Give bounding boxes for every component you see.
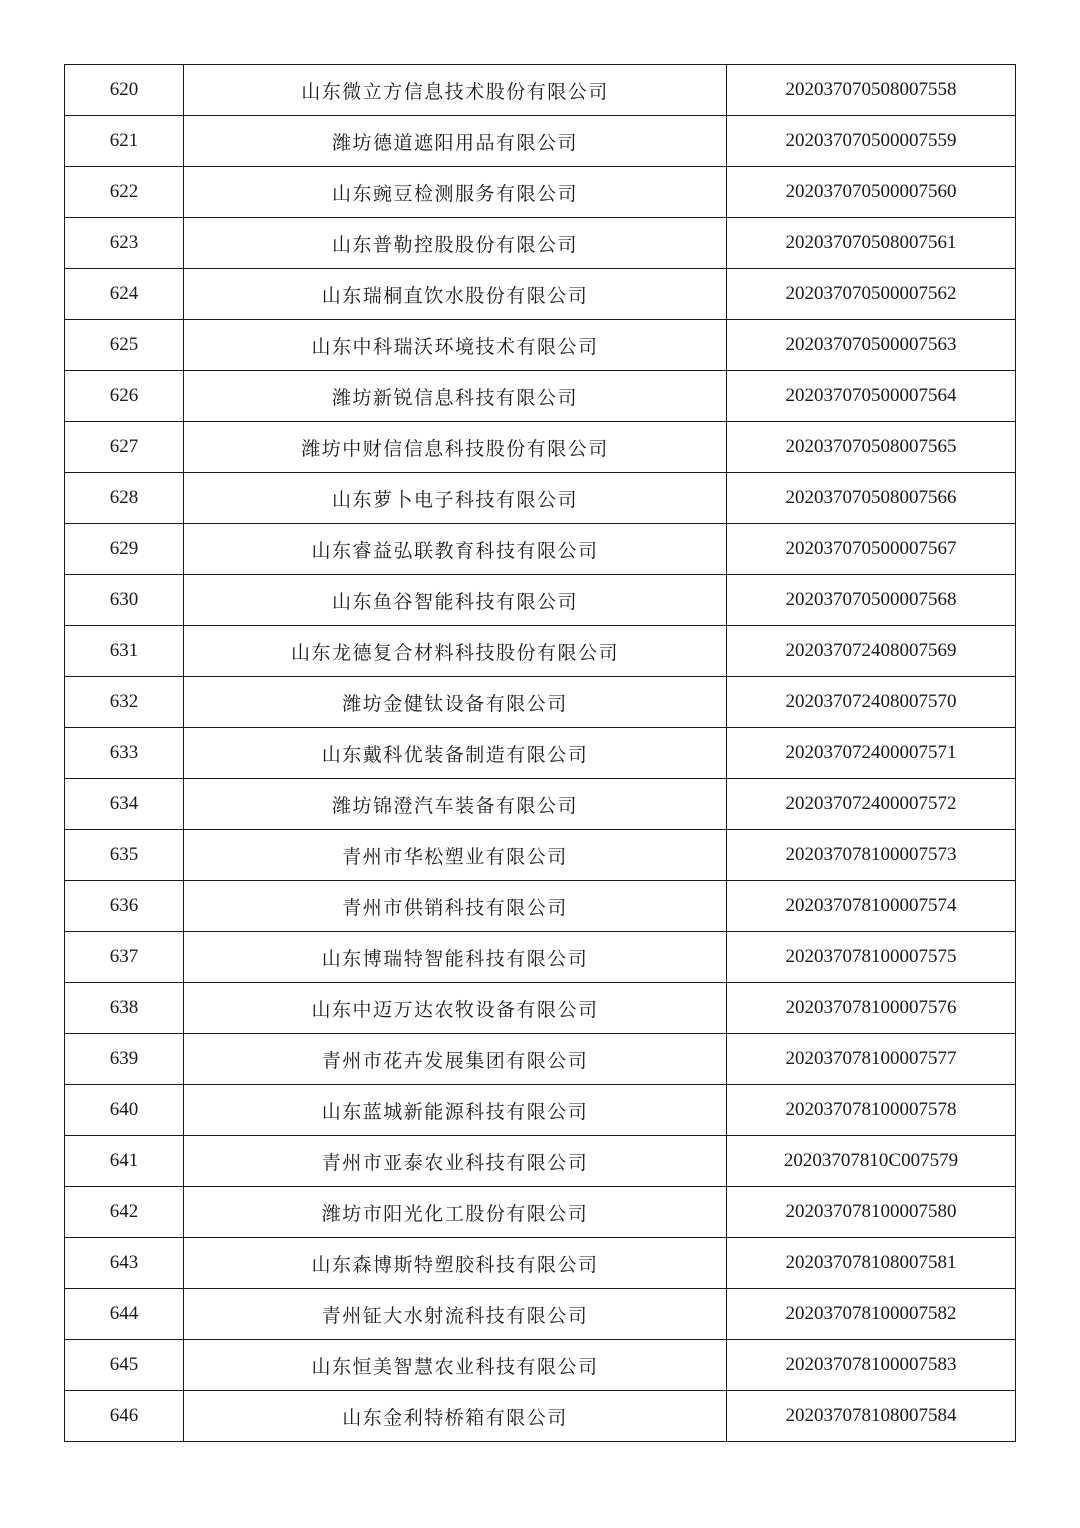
row-number-cell: 625	[65, 320, 184, 371]
row-number-cell: 630	[65, 575, 184, 626]
company-name-cell: 山东森博斯特塑胶科技有限公司	[184, 1238, 727, 1289]
company-name-cell: 山东中迈万达农牧设备有限公司	[184, 983, 727, 1034]
row-number-cell: 636	[65, 881, 184, 932]
company-name-cell: 山东戴科优装备制造有限公司	[184, 728, 727, 779]
company-name-cell: 潍坊锦澄汽车装备有限公司	[184, 779, 727, 830]
registration-code-cell: 202037078100007577	[727, 1034, 1016, 1085]
table-row	[65, 1391, 1016, 1442]
company-name-cell: 山东睿益弘联教育科技有限公司	[184, 524, 727, 575]
company-name-cell: 山东龙德复合材料科技股份有限公司	[184, 626, 727, 677]
company-name-cell: 青州市花卉发展集团有限公司	[184, 1034, 727, 1085]
registration-code-cell: 202037070500007567	[727, 524, 1016, 575]
registration-code-cell: 202037078100007578	[727, 1085, 1016, 1136]
registration-code-cell: 202037070508007566	[727, 473, 1016, 524]
registration-code-cell: 202037078108007581	[727, 1238, 1016, 1289]
row-number-cell: 640	[65, 1085, 184, 1136]
table-row	[65, 626, 1016, 677]
row-number-cell: 635	[65, 830, 184, 881]
company-name-cell: 山东普勒控股股份有限公司	[184, 218, 727, 269]
registration-code-cell: 202037070500007560	[727, 167, 1016, 218]
row-number-cell: 628	[65, 473, 184, 524]
table-row	[65, 524, 1016, 575]
registration-code-cell: 202037078100007583	[727, 1340, 1016, 1391]
row-number-cell: 633	[65, 728, 184, 779]
company-name-cell: 山东恒美智慧农业科技有限公司	[184, 1340, 727, 1391]
row-number-cell: 644	[65, 1289, 184, 1340]
table-row	[65, 1034, 1016, 1085]
table-row	[65, 1085, 1016, 1136]
table-row	[65, 167, 1016, 218]
registration-code-cell: 202037072408007570	[727, 677, 1016, 728]
company-name-cell: 潍坊市阳光化工股份有限公司	[184, 1187, 727, 1238]
company-name-cell: 山东瑞桐直饮水股份有限公司	[184, 269, 727, 320]
registration-code-cell: 202037072408007569	[727, 626, 1016, 677]
table-row	[65, 932, 1016, 983]
row-number-cell: 621	[65, 116, 184, 167]
table-row	[65, 728, 1016, 779]
table-row	[65, 983, 1016, 1034]
row-number-cell: 632	[65, 677, 184, 728]
registration-code-cell: 202037070500007559	[727, 116, 1016, 167]
table-row	[65, 779, 1016, 830]
registration-code-cell: 202037078100007576	[727, 983, 1016, 1034]
registration-code-cell: 202037070500007563	[727, 320, 1016, 371]
table-row	[65, 1289, 1016, 1340]
table-row	[65, 1136, 1016, 1187]
row-number-cell: 642	[65, 1187, 184, 1238]
table-row	[65, 830, 1016, 881]
registration-code-cell: 202037070508007561	[727, 218, 1016, 269]
row-number-cell: 623	[65, 218, 184, 269]
registration-code-cell: 202037070500007568	[727, 575, 1016, 626]
table-row	[65, 269, 1016, 320]
row-number-cell: 627	[65, 422, 184, 473]
registration-code-cell: 202037070508007565	[727, 422, 1016, 473]
company-name-cell: 青州市亚泰农业科技有限公司	[184, 1136, 727, 1187]
row-number-cell: 620	[65, 65, 184, 116]
row-number-cell: 637	[65, 932, 184, 983]
registration-code-cell: 202037070508007558	[727, 65, 1016, 116]
registration-code-cell: 202037070500007564	[727, 371, 1016, 422]
registration-code-cell: 202037078100007573	[727, 830, 1016, 881]
company-name-cell: 山东豌豆检测服务有限公司	[184, 167, 727, 218]
company-name-cell: 潍坊新锐信息科技有限公司	[184, 371, 727, 422]
registration-code-cell: 202037072400007571	[727, 728, 1016, 779]
row-number-cell: 634	[65, 779, 184, 830]
table-row	[65, 320, 1016, 371]
company-list-table	[64, 64, 1016, 1442]
row-number-cell: 631	[65, 626, 184, 677]
row-number-cell: 645	[65, 1340, 184, 1391]
company-name-cell: 山东微立方信息技术股份有限公司	[184, 65, 727, 116]
registration-code-cell: 202037070500007562	[727, 269, 1016, 320]
table-row	[65, 218, 1016, 269]
company-name-cell: 山东萝卜电子科技有限公司	[184, 473, 727, 524]
row-number-cell: 629	[65, 524, 184, 575]
company-name-cell: 青州市华松塑业有限公司	[184, 830, 727, 881]
row-number-cell: 641	[65, 1136, 184, 1187]
company-name-cell: 山东鱼谷智能科技有限公司	[184, 575, 727, 626]
table-row	[65, 65, 1016, 116]
company-name-cell: 山东蓝城新能源科技有限公司	[184, 1085, 727, 1136]
company-name-cell: 山东博瑞特智能科技有限公司	[184, 932, 727, 983]
company-name-cell: 潍坊中财信信息科技股份有限公司	[184, 422, 727, 473]
row-number-cell: 626	[65, 371, 184, 422]
table-row	[65, 371, 1016, 422]
table-row	[65, 575, 1016, 626]
registration-code-cell: 202037072400007572	[727, 779, 1016, 830]
registration-code-cell: 202037078100007574	[727, 881, 1016, 932]
table-row	[65, 1187, 1016, 1238]
table-row	[65, 881, 1016, 932]
table-body	[65, 65, 1016, 1442]
row-number-cell: 643	[65, 1238, 184, 1289]
company-name-cell: 山东金利特桥箱有限公司	[184, 1391, 727, 1442]
company-name-cell: 潍坊金健钛设备有限公司	[184, 677, 727, 728]
company-name-cell: 潍坊德道遮阳用品有限公司	[184, 116, 727, 167]
table-row	[65, 116, 1016, 167]
table-row	[65, 422, 1016, 473]
row-number-cell: 624	[65, 269, 184, 320]
table-row	[65, 1340, 1016, 1391]
company-name-cell: 青州钲大水射流科技有限公司	[184, 1289, 727, 1340]
table-row	[65, 1238, 1016, 1289]
registration-code-cell: 20203707810C007579	[727, 1136, 1016, 1187]
row-number-cell: 646	[65, 1391, 184, 1442]
table-row	[65, 677, 1016, 728]
registration-code-cell: 202037078100007575	[727, 932, 1016, 983]
row-number-cell: 638	[65, 983, 184, 1034]
table-row	[65, 473, 1016, 524]
row-number-cell: 622	[65, 167, 184, 218]
company-name-cell: 青州市供销科技有限公司	[184, 881, 727, 932]
registration-code-cell: 202037078100007580	[727, 1187, 1016, 1238]
row-number-cell: 639	[65, 1034, 184, 1085]
company-name-cell: 山东中科瑞沃环境技术有限公司	[184, 320, 727, 371]
registration-code-cell: 202037078100007582	[727, 1289, 1016, 1340]
registration-code-cell: 202037078108007584	[727, 1391, 1016, 1442]
